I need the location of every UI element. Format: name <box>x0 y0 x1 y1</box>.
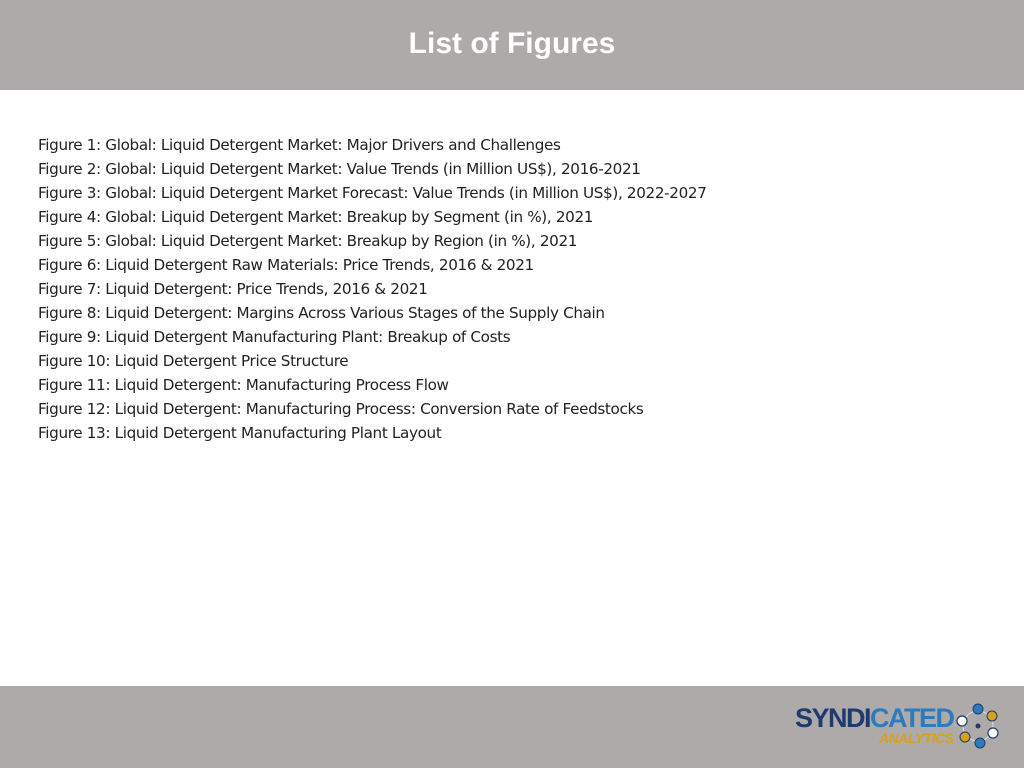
footer-bar <box>0 686 1024 768</box>
logo-text-cated: CATED <box>870 703 954 733</box>
figure-list <box>38 133 988 445</box>
logo-text-syndi: SYNDI <box>795 703 871 733</box>
figure-item-5: Figure 5: Global: Liquid Detergent Market: Breakup by Region (in %), 2021 <box>38 232 578 250</box>
logo-text-analytics: ANALYTICS <box>879 730 954 746</box>
figure-item-4: Figure 4: Global: Liquid Detergent Market: Breakup by Segment (in %), 2021 <box>38 208 594 226</box>
logo-wordmark <box>795 704 954 732</box>
syndicated-analytics-logo <box>795 702 1005 752</box>
figure-item-13: Figure 13: Liquid Detergent Manufacturing Plant Layout <box>38 424 442 442</box>
figure-item-8: Figure 8: Liquid Detergent: Margins Across Various Stages of the Supply Chain <box>38 304 605 322</box>
figure-item-2: Figure 2: Global: Liquid Detergent Market: Value Trends (in Million US$), 2016-2021 <box>38 160 641 178</box>
figure-list-section <box>38 133 988 445</box>
figure-item-12: Figure 12: Liquid Detergent: Manufacturing Process: Conversion Rate of Feedstocks <box>38 400 644 418</box>
figure-item-1: Figure 1: Global: Liquid Detergent Market: Major Drivers and Challenges <box>38 136 561 154</box>
header-bar <box>0 0 1024 90</box>
figure-item-7: Figure 7: Liquid Detergent: Price Trends, 2016 & 2021 <box>38 280 428 298</box>
figure-item-11: Figure 11: Liquid Detergent: Manufacturing Process Flow <box>38 376 449 394</box>
molecule-ring-icon <box>955 703 1001 749</box>
figure-item-10: Figure 10: Liquid Detergent Price Structure <box>38 352 349 370</box>
figure-item-6: Figure 6: Liquid Detergent Raw Materials: Price Trends, 2016 & 2021 <box>38 256 534 274</box>
figure-item-3: Figure 3: Global: Liquid Detergent Market Forecast: Value Trends (in Million US$), 2022-2027 <box>38 184 707 202</box>
figure-item-9: Figure 9: Liquid Detergent Manufacturing Plant: Breakup of Costs <box>38 328 511 346</box>
page-title: List of Figures <box>408 27 616 60</box>
